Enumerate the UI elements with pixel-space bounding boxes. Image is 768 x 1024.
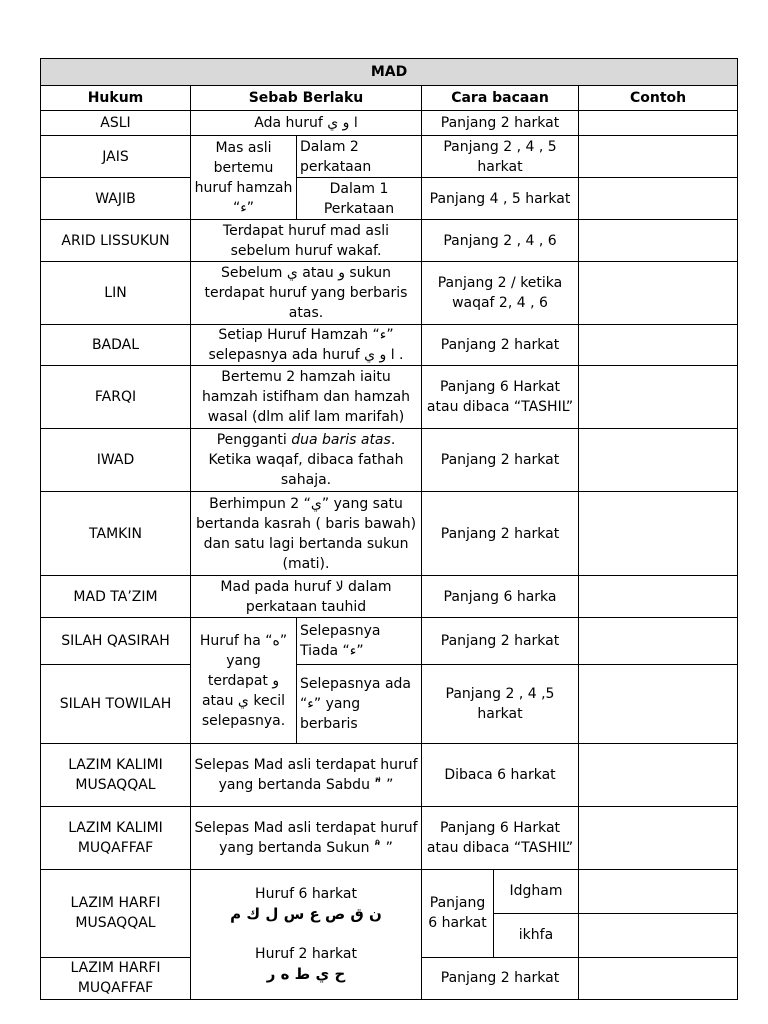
sebab-cell: Ada huruf ا و ي [191,111,422,136]
cara-cell: Panjang 6 Harkat atau dibaca “TASHIL” [422,366,579,429]
huruf-2-harkat-title: Huruf 2 harkat [255,946,357,963]
sebab-cell: Berhimpun 2 “ي” yang satu bertanda kasrah ( baris bawah) dan satu lagi bertanda sukun (mati). [191,492,422,576]
table-row [41,664,738,743]
contoh-cell [579,136,738,178]
contoh-cell [579,743,738,806]
cara-cell: Panjang 2 harkat [422,111,579,136]
cara-cell: Panjang 6 harka [422,576,579,618]
table-row [41,869,738,913]
hukum-cell: ARID LISSUKUN [41,220,191,262]
table-row [41,325,738,366]
hukum-cell: SILAH QASIRAH [41,618,191,664]
cara-cell: Panjang 6 Harkat atau dibaca “TASHIL” [422,806,579,869]
hukum-cell: TAMKIN [41,492,191,576]
contoh-cell [579,618,738,664]
spacer [194,924,418,944]
contoh-cell [579,664,738,743]
idgham-cell: Idgham [494,869,579,913]
table-row [41,366,738,429]
sebab-cell: Sebelum ي atau و sukun terdapat huruf yang berbaris atas. [191,262,422,325]
cara-cell: Panjang 2 , 4 , 5 harkat [422,136,579,178]
hukum-cell: MAD TA’ZIM [41,576,191,618]
table-row [41,429,738,492]
table-row [41,576,738,618]
huruf-6-harkat-letters: ن ق ص ع س ل ك م [230,905,382,924]
contoh-cell [579,262,738,325]
cara-cell: Panjang 6 harkat [422,869,494,957]
sebab-cell: Terdapat huruf mad asli sebelum huruf wakaf. [191,220,422,262]
cara-cell: Panjang 4 , 5 harkat [422,178,579,220]
sebab-text-italic: dua baris atas [291,432,391,449]
hukum-cell: IWAD [41,429,191,492]
cara-cell: Panjang 2 harkat [422,429,579,492]
sebab-text-c: . Ketika waqaf, dibaca fathah sahaja. [208,432,404,489]
contoh-cell [579,869,738,913]
table-row [41,220,738,262]
cara-cell: Panjang 2 harkat [422,492,579,576]
sebab-sub-cell: Dalam 2 perkataan [297,136,422,178]
table-row [41,111,738,136]
mad-table [40,58,738,1000]
hukum-cell: LAZIM KALIMI MUSAQQAL [41,743,191,806]
sebab-cell: Setiap Huruf Hamzah “ء” selepasnya ada huruf ا و ي . [191,325,422,366]
contoh-cell [579,429,738,492]
contoh-cell [579,325,738,366]
huruf-2-harkat-letters: ح ي ط ه ر [266,965,346,984]
hukum-cell: BADAL [41,325,191,366]
cara-cell: Dibaca 6 harkat [422,743,579,806]
table-row [41,806,738,869]
sebab-cell: Bertemu 2 hamzah iaitu hamzah istifham dan hamzah wasal (dlm alif lam marifah) [191,366,422,429]
sebab-cell: Selepas Mad asli terdapat huruf yang bertanda Sabdu “ّ ” [191,743,422,806]
header-cara-bacaan: Cara bacaan [422,86,579,111]
sebab-sub-cell: Dalam 1 Perkataan [297,178,422,220]
contoh-cell [579,111,738,136]
cara-cell: Panjang 2 harkat [422,325,579,366]
cara-cell: Panjang 2 , 4 , 6 [422,220,579,262]
hukum-cell: FARQI [41,366,191,429]
contoh-cell [579,492,738,576]
header-sebab-berlaku: Sebab Berlaku [191,86,422,111]
table-row [41,618,738,664]
contoh-cell [579,366,738,429]
sebab-sub-cell: Selepasnya ada “ء” yang berbaris [297,664,422,743]
table-row [41,136,738,178]
ikhfa-cell: ikhfa [494,913,579,957]
hukum-cell: LAZIM HARFI MUQAFFAF [41,957,191,999]
table-row [41,743,738,806]
huruf-6-harkat-title: Huruf 6 harkat [255,886,357,903]
sebab-cell-mad-far: Mas asli bertemu huruf hamzah “ء” [191,136,297,220]
table-row [41,492,738,576]
hukum-cell: JAIS [41,136,191,178]
header-hukum: Hukum [41,86,191,111]
hukum-cell: LIN [41,262,191,325]
sebab-cell: Mad pada huruf لا dalam perkataan tauhid [191,576,422,618]
hukum-cell: LAZIM HARFI MUSAQQAL [41,869,191,957]
cara-cell: Panjang 2 / ketika waqaf 2, 4 , 6 [422,262,579,325]
contoh-cell [579,913,738,957]
hukum-cell: ASLI [41,111,191,136]
sebab-cell [191,429,422,492]
cara-cell: Panjang 2 harkat [422,618,579,664]
contoh-cell [579,576,738,618]
contoh-cell [579,806,738,869]
table-row [41,262,738,325]
hukum-cell: WAJIB [41,178,191,220]
sebab-text-a: Pengganti [216,432,287,449]
cara-cell: Panjang 2 harkat [422,957,579,999]
cara-cell: Panjang 2 , 4 ,5 harkat [422,664,579,743]
hukum-cell: SILAH TOWILAH [41,664,191,743]
header-contoh: Contoh [579,86,738,111]
contoh-cell [579,178,738,220]
contoh-cell [579,220,738,262]
contoh-cell [579,957,738,999]
sebab-cell-huruf-lists [191,869,422,999]
table-title: MAD [41,59,738,86]
table-row [41,178,738,220]
sebab-sub-cell: Selepasnya Tiada “ء” [297,618,422,664]
sebab-cell: Selepas Mad asli terdapat huruf yang bertanda Sukun “ْ ” [191,806,422,869]
hukum-cell: LAZIM KALIMI MUQAFFAF [41,806,191,869]
sebab-cell-huruf-ha: Huruf ha “ه” yang terdapat و atau ي kecil selepasnya. [191,618,297,743]
